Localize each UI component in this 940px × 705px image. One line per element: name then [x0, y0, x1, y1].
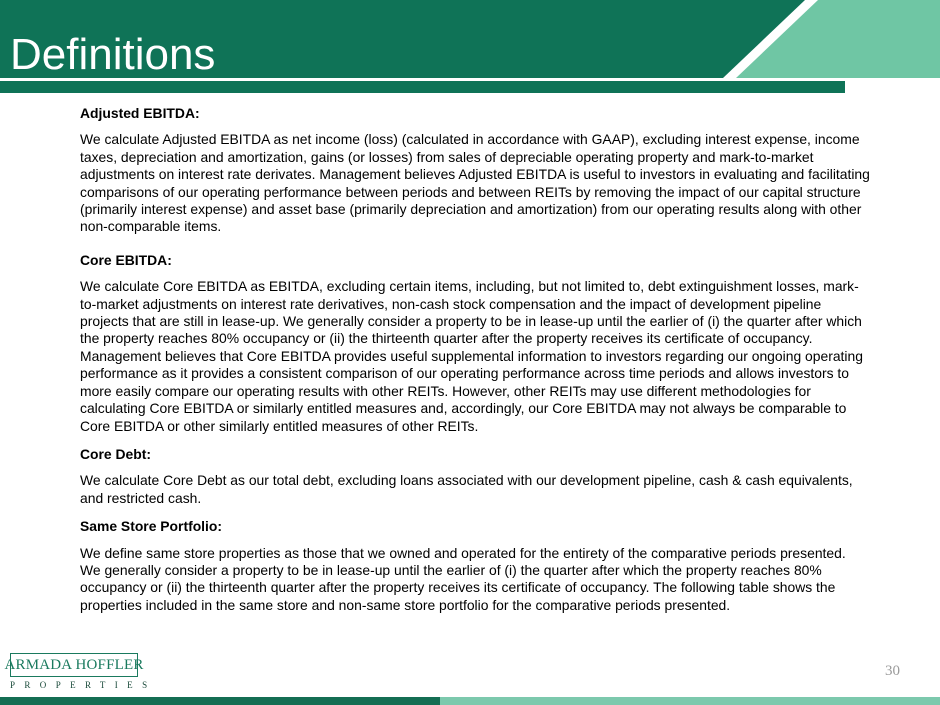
slide-title: Definitions	[10, 30, 216, 79]
section-heading: Core Debt:	[80, 445, 151, 462]
logo-subtitle: PROPERTIES	[10, 680, 157, 690]
section-core-ebitda	[80, 252, 870, 435]
company-logo	[4, 653, 157, 693]
section-body: We define same store properties as those that we owned and operated for the entirety of the comparative periods presented. We generally consider a property to be in lease-up until the earlier of (i) the quarter after which the property reaches 80% occupancy or (ii) the thirteenth quarter after the property receives its certificate of occupancy. The following table shows the properties included in the same store and non-same store portfolio for the comparative periods presented.	[80, 544, 846, 613]
footer-bar	[0, 697, 940, 705]
logo-name: ARMADA HOFFLER	[4, 656, 144, 673]
footer-dark-segment	[0, 697, 440, 705]
section-body: We calculate Core EBITDA as EBITDA, excluding certain items, including, but not limited to, debt extinguishment losses, mark-to-market adjustments on interest rate derivatives, non-cash stock compensation and the impact of development pipeline projects that are still in lease-up. We generally consider a property to be in lease-up until the earlier of (i) the quarter after which the property reaches 80% occupancy or (ii) the thirteenth quarter after the property receives its certificate of occupancy. Management believes that Core EBITDA provides useful supplemental information to investors regarding our ongoing operating performance as it provides a consistent comparison of our operating performance across time periods and allows investors to more easily compare our operating results with other REITs. However, other REITs may use different methodologies for calculating Core EBITDA or similarly entitled measures and, accordingly, our Core EBITDA may not always be comparable to Core EBITDA or other similarly entitled measures of other REITs.	[80, 278, 863, 434]
section-body: We calculate Adjusted EBITDA as net income (loss) (calculated in accordance with GAAP), excluding interest expense, income taxes, depreciation and amortization, gains (or losses) from sales of depreciable operating property and mark-to-market adjustments on interest rate derivates. Management believes Adjusted EBITDA is useful to investors in evaluating and facilitating comparisons of our operating performance between periods and between REITs by removing the impact of our capital structure (primarily interest expense) and asset base (primarily depreciation and amortization) from our operating results along with other non-comparable items.	[80, 131, 870, 235]
header-underline	[0, 81, 845, 93]
section-core-debt	[80, 446, 870, 507]
section-heading: Core EBITDA:	[80, 251, 172, 268]
section-heading: Adjusted EBITDA:	[80, 105, 200, 121]
footer-light-segment	[440, 697, 940, 705]
section-adjusted-ebitda	[80, 105, 870, 236]
logo-frame	[4, 653, 144, 677]
page-number: 30	[885, 663, 900, 679]
definitions-content	[80, 105, 870, 625]
header-banner	[0, 0, 940, 93]
section-heading: Same Store Portfolio:	[80, 518, 223, 535]
section-same-store-portfolio	[80, 518, 870, 614]
section-body: We calculate Core Debt as our total debt, excluding loans associated with our development pipeline, cash & cash equivalents, and restricted cash.	[80, 472, 853, 506]
